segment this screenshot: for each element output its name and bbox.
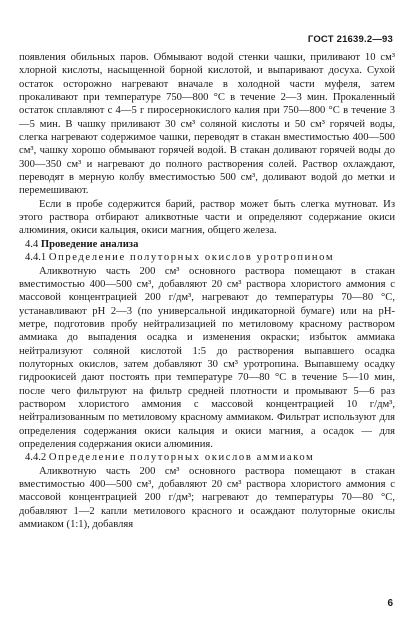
- body-text: [19, 51, 395, 531]
- section-4-4-heading: [19, 238, 395, 251]
- section-4-4-number: 4.4: [25, 238, 39, 250]
- section-4-4-title: Проведение анализа: [40, 238, 139, 250]
- page-number: 6: [387, 598, 393, 609]
- section-4-4-1-number: 4.4.1: [25, 252, 47, 264]
- section-4-4-2-number: 4.4.2: [25, 452, 47, 464]
- paragraph-sample-decomposition: появления обильных паров. Обмывают водой стенки чашки, приливают 10 см³ хлорной кислоты, насыщенной борной кислотой, и выпаривают досуха. Сухой остаток осторожно нагревают вначале в холодной части муфеля, затем прокаливают при температуре 750—800 °C в течение 2—3 мин. Прокаленный остаток сплавляют с 4—5 г пиросернокислого калия при 750—800 °C в течение 3—5 мин. В чашку приливают 30 см³ соляной кислоты и 50 см³ горячей воды, слегка нагревают содержимое чашки, переводят в стакан вместимостью 400—500 см³, чашку хорошо обмывают горячей водой. В стакан доливают горячей воды до 300—350 см³ и нагревают до полного растворения солей. Раствор охлаждают, переводят в мерную колбу вместимостью 500 см³, доливают водой до метки и перемешивают.: [19, 52, 395, 197]
- section-4-4-2-title: Определение полуторных окислов аммиаком: [48, 452, 315, 464]
- paragraph-ammonia-procedure: Аликвотную часть 200 см³ основного раствора помещают в стакан вместимостью 400—500 см³, добавляют 20 см³ раствора хлористого аммония с массовой концентрацией 200 г/дм³; нагревают до температуры 70—80 °C, добавляют 1—2 капли метилового красного и осаждают полуторные окислы аммиаком (1:1), добавляя: [19, 465, 395, 531]
- section-4-4-2-heading: [19, 451, 395, 464]
- standard-id-header: ГОСТ 21639.2—93: [307, 34, 393, 45]
- paragraph-urotropin-procedure: Аликвотную часть 200 см³ основного раствора помещают в стакан вместимостью 400—500 см³, добавляют 20 см³ раствора хлористого аммония с массовой концентрацией 200 г/дм³, нагревают до температуры 70—80 °C, устанавливают pH 2—3 (по универсальной индикаторной бумаге) или на pH-метре, подготовив пробу нейтрализацией по метиловому красному раствором аммиака до выпадения осадка и изменения окраски; избыток аммиака нейтрализуют соляной кислотой 1:5 до растворения выпавшего осадка полуторных окислов, затем добавляют 30 см³ уротропина. Выпавшему осадку гидроокисей дают постоять при температуре 70—80 °C в течение 5—10 мин, после чего фильтруют на фильтр средней плотности и промывают 5—6 раз раствором хлористого аммония с массовой концентрацией 10 г/дм³, нейтрализованным по метиловому красному аммиаком. Фильтрат используют для определения содержания окиси кальция и окиси магния, а осадок — для определения содержания окиси алюминия.: [19, 265, 395, 450]
- paragraph-barium-note: Если в пробе содержится барий, раствор может быть слегка мутноват. Из этого раствора отбирают аликвотные части и определяют содержание окиси алюминия, окиси кальция, окиси магния, общего железа.: [19, 198, 395, 237]
- section-4-4-1-title: Определение полуторных окислов уротропином: [48, 252, 335, 264]
- section-4-4-1-heading: [19, 251, 395, 264]
